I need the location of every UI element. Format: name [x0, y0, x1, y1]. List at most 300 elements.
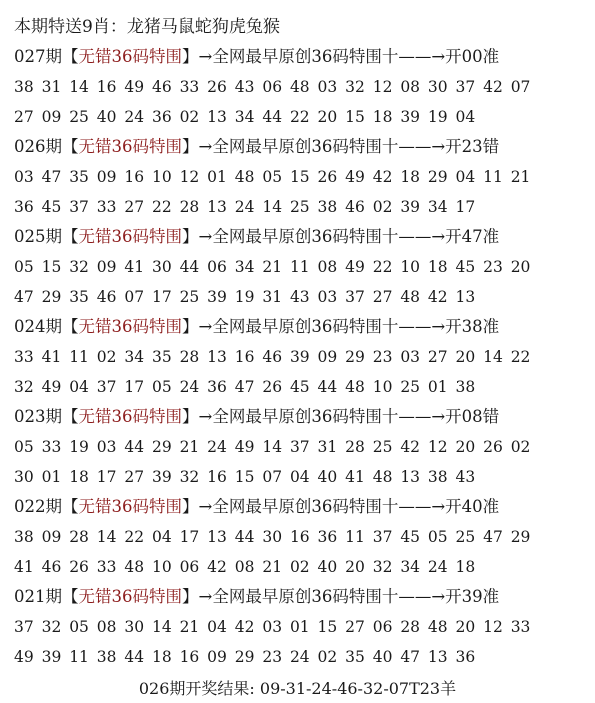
- number-cell: 37: [455, 78, 476, 96]
- number-cell: 04: [455, 108, 476, 126]
- number-cell: 02: [289, 558, 310, 576]
- draw-result-footer: 026期开奖结果: 09-31-24-46-32-07T23羊: [138, 679, 457, 698]
- number-cell: 15: [289, 168, 310, 186]
- number-cell: 09: [207, 648, 227, 666]
- number-cell: 26: [207, 78, 227, 96]
- number-cell: 14: [483, 348, 503, 366]
- block-header: [14, 492, 589, 522]
- number-cell: 29: [41, 288, 62, 306]
- number-cell: 06: [372, 618, 393, 636]
- number-cell: 21: [262, 258, 283, 276]
- number-cell: 35: [345, 648, 365, 666]
- number-cell: 16: [179, 648, 200, 666]
- number-cell: 44: [317, 378, 338, 396]
- number-cell: 14: [262, 438, 283, 456]
- number-cell: 22: [151, 198, 172, 216]
- number-cell: 49: [124, 78, 145, 96]
- number-row: [14, 162, 589, 192]
- number-cell: 20: [455, 438, 476, 456]
- number-cell: 48: [124, 558, 145, 576]
- number-cell: 39: [289, 348, 310, 366]
- number-cell: 17: [124, 378, 145, 396]
- number-cell: 08: [96, 618, 117, 636]
- number-cell: 34: [234, 258, 255, 276]
- number-cell: 32: [69, 258, 89, 276]
- number-row: [14, 252, 589, 282]
- period-label: 021期: [14, 587, 62, 606]
- number-cell: 16: [234, 348, 255, 366]
- number-cell: 05: [151, 378, 172, 396]
- number-cell: 03: [317, 288, 338, 306]
- number-cell: 38: [14, 78, 34, 96]
- block-header: [14, 222, 589, 252]
- number-cell: 02: [179, 108, 200, 126]
- number-cell: 14: [96, 528, 117, 546]
- number-cell: 49: [345, 258, 365, 276]
- tag-open: 【: [62, 587, 79, 606]
- number-cell: 12: [372, 78, 393, 96]
- number-cell: 26: [262, 378, 283, 396]
- number-cell: 11: [69, 348, 89, 366]
- prediction-block: [14, 312, 589, 402]
- number-cell: 14: [151, 618, 172, 636]
- number-cell: 17: [151, 288, 172, 306]
- number-cell: 26: [317, 168, 338, 186]
- number-cell: 11: [69, 648, 89, 666]
- number-cell: 42: [427, 288, 448, 306]
- number-cell: 09: [96, 258, 117, 276]
- number-cell: 02: [510, 438, 531, 456]
- tag-text: 无错36码特围: [78, 497, 182, 516]
- number-cell: 30: [427, 78, 448, 96]
- tag-text: 无错36码特围: [78, 587, 182, 606]
- number-cell: 34: [234, 108, 255, 126]
- number-cell: 44: [234, 528, 255, 546]
- number-cell: 47: [41, 168, 62, 186]
- number-cell: 27: [345, 618, 365, 636]
- tag-open: 【: [62, 407, 79, 426]
- number-cell: 24: [427, 558, 448, 576]
- number-cell: 43: [455, 468, 476, 486]
- number-cell: 32: [41, 618, 62, 636]
- block-header: [14, 402, 589, 432]
- number-cell: 35: [69, 288, 89, 306]
- number-cell: 05: [69, 618, 89, 636]
- number-cell: 12: [483, 618, 503, 636]
- number-cell: 45: [400, 528, 421, 546]
- period-label: 023期: [14, 407, 62, 426]
- number-row: [14, 372, 589, 402]
- number-cell: 37: [289, 438, 310, 456]
- number-cell: 34: [427, 198, 448, 216]
- number-cell: 21: [510, 168, 531, 186]
- number-cell: 02: [372, 198, 393, 216]
- result-label: 38准: [461, 317, 500, 336]
- number-cell: 06: [262, 78, 283, 96]
- number-cell: 46: [96, 288, 117, 306]
- number-cell: 10: [151, 558, 172, 576]
- result-label: 23错: [461, 137, 500, 156]
- number-cell: 29: [345, 348, 365, 366]
- number-cell: 38: [317, 198, 338, 216]
- number-cell: 28: [400, 618, 421, 636]
- number-cell: 16: [124, 168, 145, 186]
- result-label: 39准: [461, 587, 500, 606]
- number-cell: 13: [207, 348, 227, 366]
- number-cell: 46: [262, 348, 283, 366]
- number-row: [14, 462, 589, 492]
- number-cell: 23: [372, 348, 393, 366]
- number-cell: 20: [317, 108, 338, 126]
- number-cell: 02: [96, 348, 117, 366]
- prediction-list: [14, 42, 589, 672]
- number-cell: 20: [510, 258, 531, 276]
- tag-open: 【: [62, 137, 79, 156]
- number-cell: 20: [345, 558, 365, 576]
- number-cell: 06: [179, 558, 200, 576]
- number-cell: 27: [124, 198, 145, 216]
- number-cell: 18: [427, 258, 448, 276]
- number-cell: 05: [427, 528, 448, 546]
- period-label: 027期: [14, 47, 62, 66]
- number-cell: 21: [262, 558, 283, 576]
- number-cell: 42: [207, 558, 227, 576]
- number-cell: 33: [179, 78, 200, 96]
- number-cell: 46: [41, 558, 62, 576]
- number-cell: 25: [400, 378, 421, 396]
- number-cell: 03: [96, 438, 117, 456]
- number-cell: 04: [207, 618, 227, 636]
- number-row: [14, 522, 589, 552]
- number-cell: 26: [483, 438, 503, 456]
- number-cell: 17: [179, 528, 200, 546]
- number-cell: 29: [510, 528, 531, 546]
- number-cell: 49: [41, 378, 62, 396]
- tag-close: 】: [182, 587, 199, 606]
- number-cell: 47: [234, 378, 255, 396]
- number-cell: 41: [14, 558, 34, 576]
- number-cell: 44: [124, 438, 145, 456]
- number-cell: 48: [372, 468, 393, 486]
- number-cell: 03: [14, 168, 34, 186]
- number-row: [14, 102, 589, 132]
- number-cell: 28: [179, 198, 200, 216]
- number-cell: 27: [14, 108, 34, 126]
- number-cell: 09: [96, 168, 117, 186]
- tag-open: 【: [62, 497, 79, 516]
- number-cell: 30: [124, 618, 145, 636]
- number-cell: 49: [345, 168, 365, 186]
- number-cell: 18: [69, 468, 89, 486]
- number-cell: 27: [124, 468, 145, 486]
- number-cell: 26: [69, 558, 89, 576]
- number-cell: 15: [234, 468, 255, 486]
- number-cell: 14: [262, 198, 283, 216]
- number-cell: 04: [151, 528, 172, 546]
- number-cell: 05: [14, 258, 34, 276]
- block-header: [14, 132, 589, 162]
- number-cell: 03: [317, 78, 338, 96]
- number-cell: 29: [234, 648, 255, 666]
- number-cell: 29: [427, 168, 448, 186]
- number-cell: 41: [41, 348, 62, 366]
- number-cell: 12: [427, 438, 448, 456]
- number-cell: 40: [317, 558, 338, 576]
- arrow-text: →全网最早原创36码特围十——→开: [198, 587, 462, 606]
- number-cell: 11: [483, 168, 503, 186]
- number-cell: 47: [400, 648, 421, 666]
- number-cell: 15: [317, 618, 338, 636]
- number-cell: 18: [372, 108, 393, 126]
- intro-line: 本期特送9肖：龙猪马鼠蛇狗虎兔猴: [14, 17, 280, 37]
- number-cell: 25: [372, 438, 393, 456]
- number-cell: 42: [483, 78, 503, 96]
- number-cell: 01: [207, 168, 227, 186]
- number-cell: 09: [317, 348, 338, 366]
- number-cell: 30: [262, 528, 283, 546]
- number-cell: 17: [455, 198, 476, 216]
- number-cell: 10: [372, 378, 393, 396]
- number-cell: 02: [317, 648, 338, 666]
- number-cell: 45: [455, 258, 476, 276]
- number-cell: 25: [69, 108, 89, 126]
- prediction-block: [14, 402, 589, 492]
- result-label: 08错: [461, 407, 500, 426]
- number-cell: 27: [427, 348, 448, 366]
- number-row: [14, 642, 589, 672]
- number-cell: 38: [455, 378, 476, 396]
- number-cell: 42: [372, 168, 393, 186]
- arrow-text: →全网最早原创36码特围十——→开: [198, 137, 462, 156]
- number-cell: 08: [234, 558, 255, 576]
- number-cell: 19: [427, 108, 448, 126]
- period-label: 024期: [14, 317, 62, 336]
- number-cell: 42: [234, 618, 255, 636]
- number-cell: 35: [69, 168, 89, 186]
- number-cell: 01: [41, 468, 62, 486]
- number-cell: 38: [14, 528, 34, 546]
- number-cell: 13: [207, 198, 227, 216]
- number-cell: 25: [179, 288, 200, 306]
- number-cell: 15: [41, 258, 62, 276]
- number-row: [14, 282, 589, 312]
- number-cell: 36: [455, 648, 476, 666]
- arrow-text: →全网最早原创36码特围十——→开: [198, 407, 462, 426]
- number-cell: 04: [69, 378, 89, 396]
- result-label: 40准: [461, 497, 500, 516]
- number-cell: 31: [317, 438, 338, 456]
- number-cell: 01: [289, 618, 310, 636]
- number-cell: 36: [14, 198, 34, 216]
- prediction-block: [14, 42, 589, 132]
- prediction-block: [14, 492, 589, 582]
- tag-close: 】: [182, 137, 199, 156]
- number-cell: 41: [345, 468, 365, 486]
- result-label: 47准: [461, 227, 500, 246]
- tag-close: 】: [182, 47, 199, 66]
- number-row: [14, 192, 589, 222]
- number-cell: 40: [317, 468, 338, 486]
- number-cell: 40: [372, 648, 393, 666]
- number-row: [14, 432, 589, 462]
- number-cell: 42: [400, 438, 421, 456]
- tag-text: 无错36码特围: [78, 317, 182, 336]
- prediction-block: [14, 132, 589, 222]
- number-cell: 12: [179, 168, 200, 186]
- prediction-block: [14, 582, 589, 672]
- number-cell: 27: [372, 288, 393, 306]
- number-cell: 40: [96, 108, 117, 126]
- number-cell: 47: [14, 288, 34, 306]
- number-cell: 47: [483, 528, 503, 546]
- number-cell: 37: [345, 288, 365, 306]
- number-cell: 33: [41, 438, 62, 456]
- number-cell: 32: [14, 378, 34, 396]
- number-cell: 01: [427, 378, 448, 396]
- number-cell: 37: [96, 378, 117, 396]
- tag-close: 】: [182, 227, 199, 246]
- number-cell: 04: [289, 468, 310, 486]
- number-row: [14, 342, 589, 372]
- number-cell: 49: [14, 648, 34, 666]
- period-label: 026期: [14, 137, 62, 156]
- number-cell: 23: [262, 648, 283, 666]
- tag-open: 【: [62, 47, 79, 66]
- number-cell: 18: [151, 648, 172, 666]
- tag-close: 】: [182, 407, 199, 426]
- number-cell: 07: [124, 288, 145, 306]
- number-cell: 38: [96, 648, 117, 666]
- number-cell: 34: [400, 558, 421, 576]
- number-cell: 29: [151, 438, 172, 456]
- number-cell: 28: [345, 438, 365, 456]
- block-header: [14, 582, 589, 612]
- number-cell: 24: [207, 438, 227, 456]
- number-cell: 15: [345, 108, 365, 126]
- arrow-text: →全网最早原创36码特围十——→开: [198, 317, 462, 336]
- arrow-text: →全网最早原创36码特围十——→开: [198, 47, 462, 66]
- number-cell: 32: [179, 468, 200, 486]
- number-cell: 16: [96, 78, 117, 96]
- number-cell: 13: [455, 288, 476, 306]
- number-cell: 45: [41, 198, 62, 216]
- prediction-block: [14, 222, 589, 312]
- number-cell: 31: [41, 78, 62, 96]
- block-header: [14, 42, 589, 72]
- number-cell: 34: [124, 348, 145, 366]
- number-cell: 36: [317, 528, 338, 546]
- block-header: [14, 312, 589, 342]
- number-cell: 05: [14, 438, 34, 456]
- number-cell: 37: [372, 528, 393, 546]
- number-row: [14, 72, 589, 102]
- number-cell: 04: [455, 168, 476, 186]
- number-cell: 03: [262, 618, 283, 636]
- number-cell: 10: [400, 258, 421, 276]
- number-cell: 32: [372, 558, 393, 576]
- number-cell: 43: [289, 288, 310, 306]
- number-cell: 48: [289, 78, 310, 96]
- number-cell: 38: [427, 468, 448, 486]
- number-cell: 03: [400, 348, 421, 366]
- number-cell: 39: [400, 198, 421, 216]
- number-cell: 24: [289, 648, 310, 666]
- number-cell: 44: [179, 258, 200, 276]
- number-cell: 43: [234, 78, 255, 96]
- number-cell: 13: [427, 648, 448, 666]
- arrow-text: →全网最早原创36码特围十——→开: [198, 497, 462, 516]
- number-cell: 44: [124, 648, 145, 666]
- number-cell: 11: [289, 258, 310, 276]
- number-cell: 39: [400, 108, 421, 126]
- number-cell: 48: [345, 378, 365, 396]
- number-cell: 21: [179, 618, 200, 636]
- number-cell: 25: [455, 528, 476, 546]
- number-cell: 17: [96, 468, 117, 486]
- number-cell: 46: [151, 78, 172, 96]
- tag-text: 无错36码特围: [78, 137, 182, 156]
- number-cell: 07: [262, 468, 283, 486]
- tag-text: 无错36码特围: [78, 227, 182, 246]
- number-cell: 39: [151, 468, 172, 486]
- number-cell: 06: [207, 258, 227, 276]
- number-cell: 19: [234, 288, 255, 306]
- number-cell: 24: [179, 378, 200, 396]
- number-cell: 32: [345, 78, 365, 96]
- number-cell: 33: [96, 558, 117, 576]
- tag-text: 无错36码特围: [78, 47, 182, 66]
- number-cell: 49: [234, 438, 255, 456]
- number-cell: 46: [345, 198, 365, 216]
- number-cell: 18: [455, 558, 476, 576]
- arrow-text: →全网最早原创36码特围十——→开: [198, 227, 462, 246]
- number-cell: 37: [14, 618, 34, 636]
- number-cell: 11: [345, 528, 365, 546]
- number-cell: 20: [455, 348, 476, 366]
- period-label: 025期: [14, 227, 62, 246]
- number-cell: 48: [400, 288, 421, 306]
- number-cell: 44: [262, 108, 283, 126]
- number-cell: 24: [234, 198, 255, 216]
- number-cell: 33: [96, 198, 117, 216]
- number-row: [14, 552, 589, 582]
- number-cell: 13: [207, 528, 227, 546]
- number-cell: 08: [317, 258, 338, 276]
- number-cell: 36: [151, 108, 172, 126]
- number-cell: 16: [207, 468, 227, 486]
- result-label: 00准: [461, 47, 500, 66]
- number-cell: 22: [289, 108, 310, 126]
- number-cell: 23: [483, 258, 503, 276]
- number-cell: 14: [69, 78, 89, 96]
- tag-open: 【: [62, 227, 79, 246]
- number-cell: 22: [124, 528, 145, 546]
- number-cell: 10: [151, 168, 172, 186]
- number-cell: 13: [400, 468, 421, 486]
- tag-close: 】: [182, 317, 199, 336]
- number-cell: 09: [41, 528, 62, 546]
- period-label: 022期: [14, 497, 62, 516]
- number-cell: 31: [262, 288, 283, 306]
- number-cell: 33: [14, 348, 34, 366]
- number-cell: 22: [372, 258, 393, 276]
- number-cell: 05: [262, 168, 283, 186]
- number-cell: 08: [400, 78, 421, 96]
- number-cell: 13: [207, 108, 227, 126]
- number-cell: 20: [455, 618, 476, 636]
- number-row: [14, 612, 589, 642]
- number-cell: 25: [289, 198, 310, 216]
